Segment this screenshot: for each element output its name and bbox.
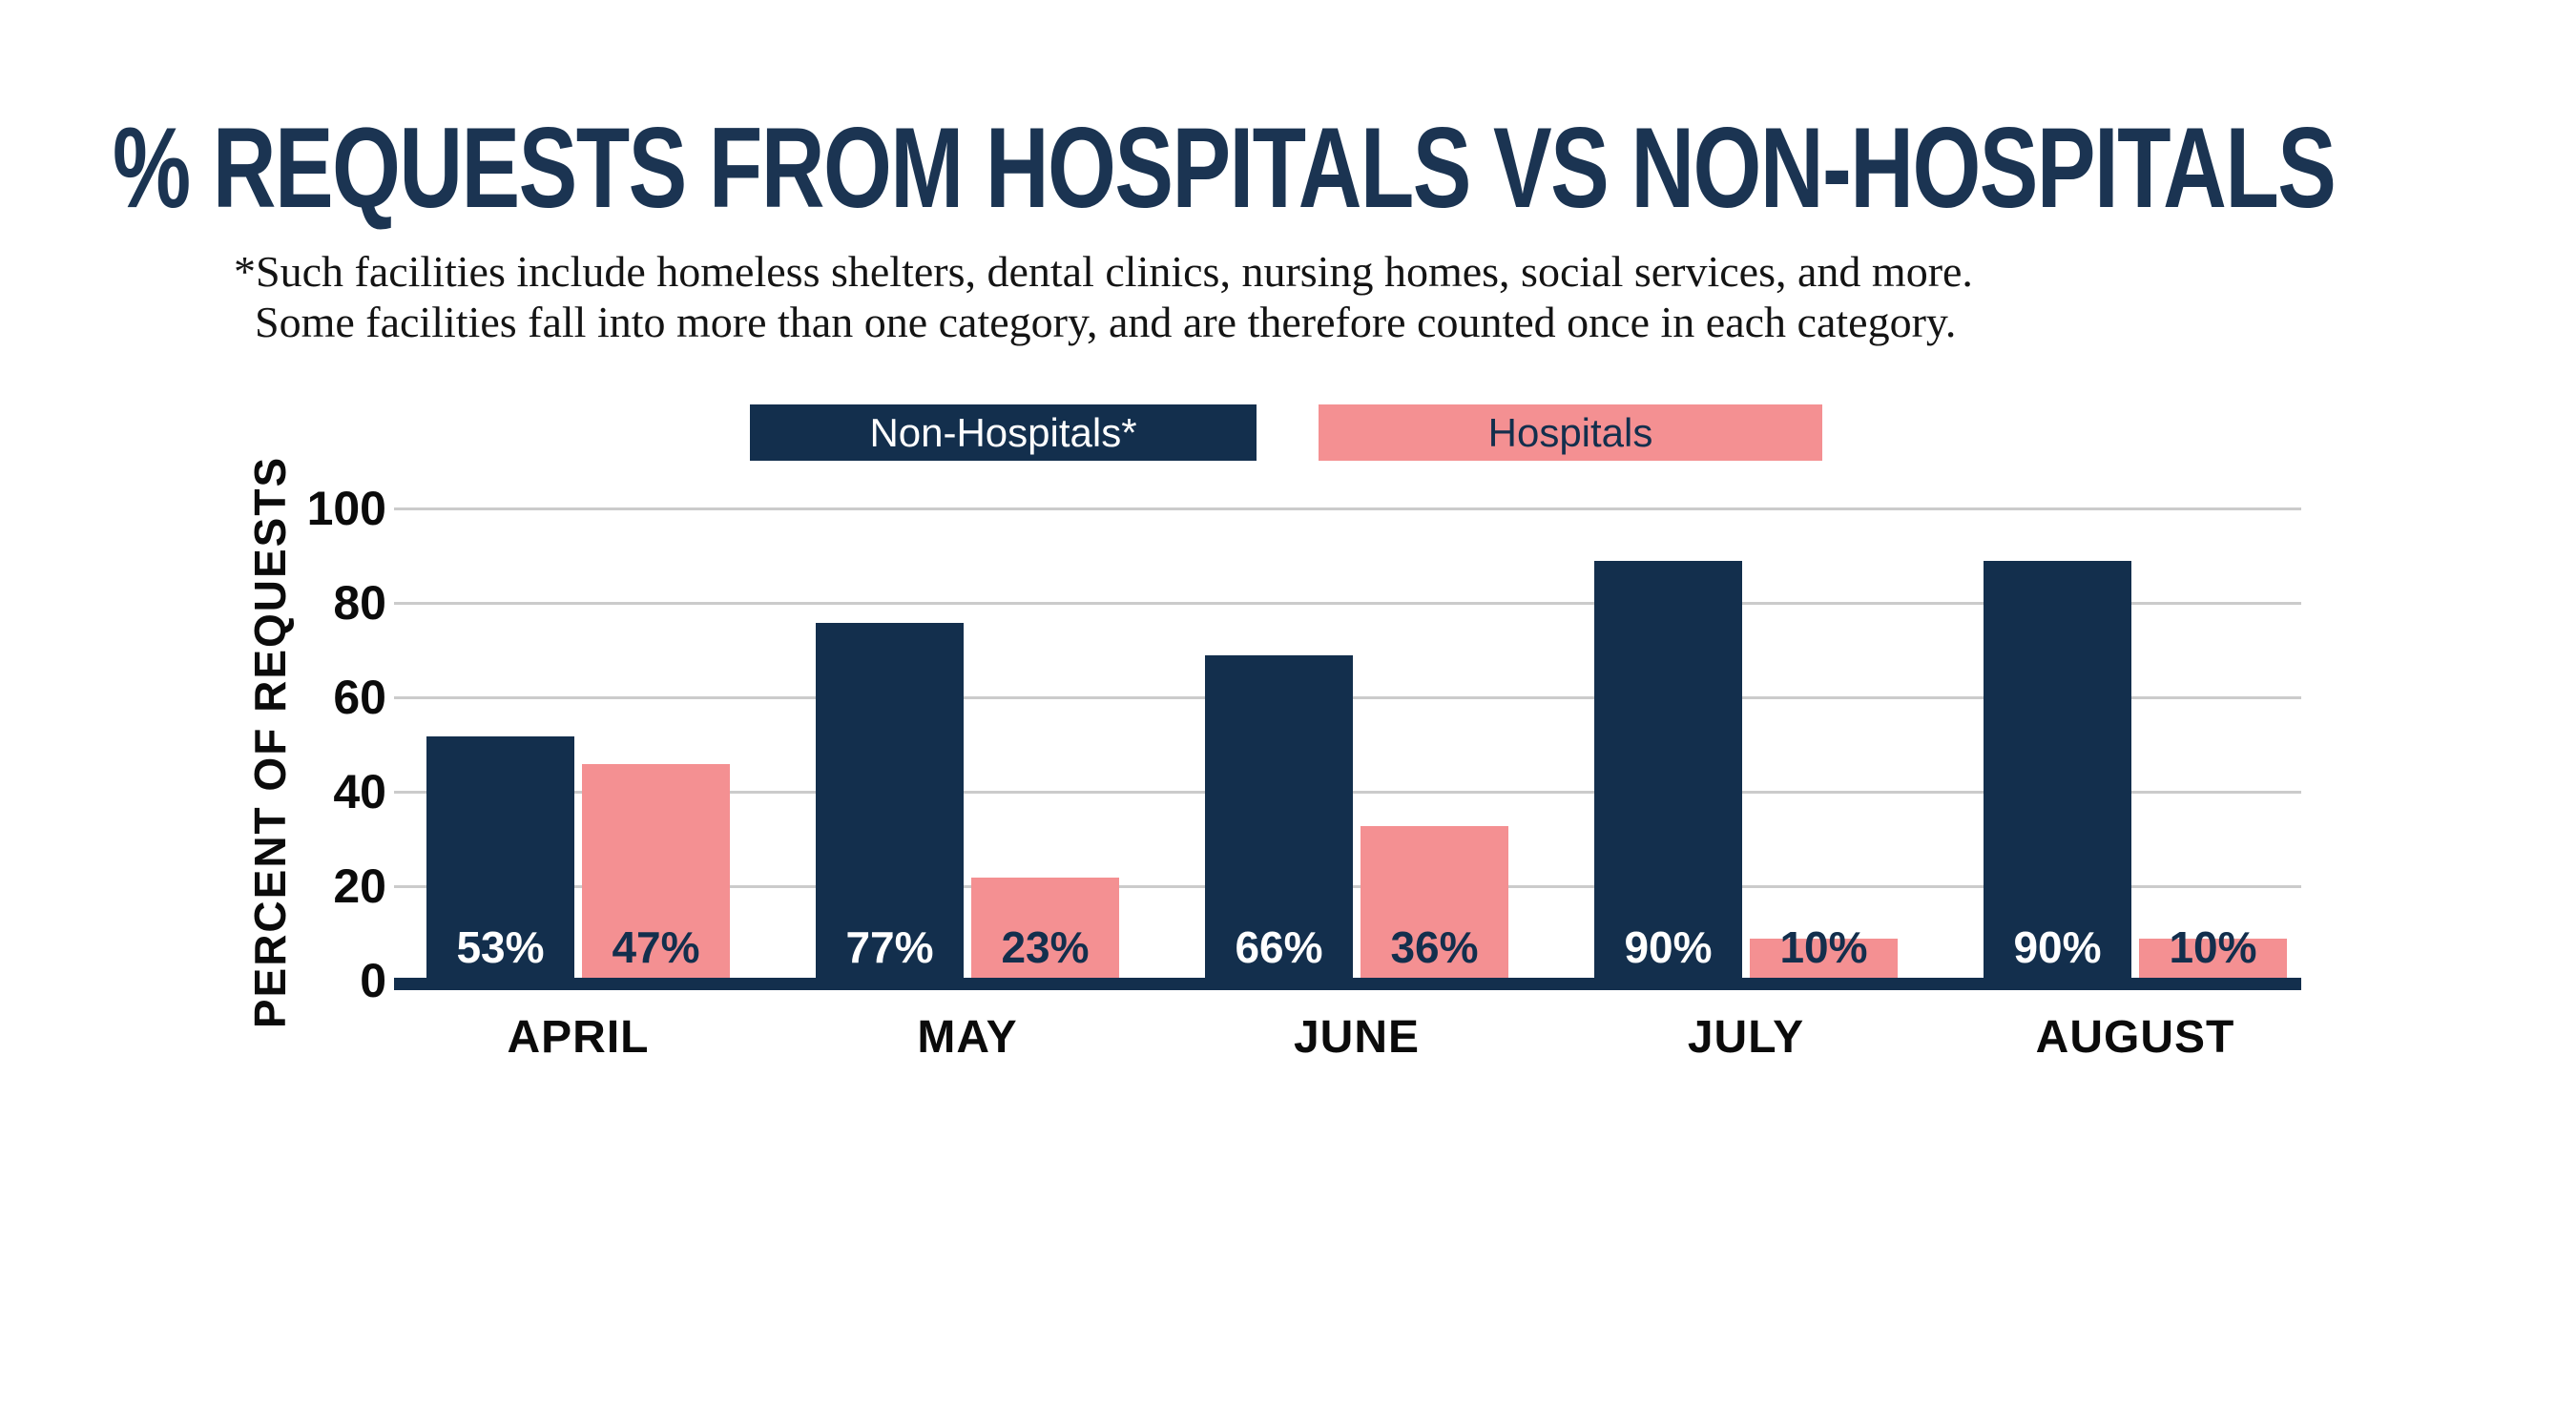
x-axis-label-june: JUNE bbox=[1293, 1012, 1421, 1063]
bar-non-hospitals-august bbox=[1984, 561, 2131, 986]
y-tick-label-0: 0 bbox=[360, 954, 386, 1007]
legend-item-non-hospitals: Non-Hospitals* bbox=[750, 404, 1257, 461]
chart-title: % REQUESTS FROM HOSPITALS VS NON-HOSPITALS bbox=[113, 104, 2336, 232]
bar-non-hospitals-june bbox=[1205, 655, 1353, 986]
bar-value-label: 77% bbox=[845, 922, 934, 972]
bar-value-label: 53% bbox=[456, 922, 545, 972]
footnote-line-2: Some facilities fall into more than one category, and are therefore counted once in each category. bbox=[255, 298, 1957, 346]
gridline-100 bbox=[394, 507, 2301, 510]
bar-value-label: 23% bbox=[1001, 922, 1090, 972]
y-axis-title: PERCENT OF REQUESTS bbox=[245, 455, 295, 1029]
bar-value-label: 66% bbox=[1235, 922, 1323, 972]
bar-non-hospitals-may bbox=[816, 623, 964, 986]
y-tick-label-80: 80 bbox=[333, 576, 386, 630]
y-tick-label-40: 40 bbox=[333, 765, 386, 818]
bar-value-label: 36% bbox=[1390, 922, 1479, 972]
chart-footnote bbox=[234, 246, 1973, 347]
bar-value-label: 90% bbox=[2013, 922, 2102, 972]
bar-hospitals-june bbox=[1361, 826, 1508, 986]
y-tick-label-60: 60 bbox=[333, 671, 386, 724]
bar-value-label: 10% bbox=[2169, 922, 2257, 972]
legend-item-hospitals: Hospitals bbox=[1319, 404, 1822, 461]
footnote-line-1: *Such facilities include homeless shelters, dental clinics, nursing homes, social services, and more. bbox=[234, 247, 1973, 296]
x-axis-label-may: MAY bbox=[917, 1012, 1018, 1063]
x-axis-line bbox=[394, 978, 2301, 990]
bar-value-label: 47% bbox=[612, 922, 700, 972]
x-axis-label-august: AUGUST bbox=[2035, 1012, 2235, 1063]
bar-hospitals-april bbox=[582, 764, 730, 986]
bar-value-label: 90% bbox=[1624, 922, 1713, 972]
bar-non-hospitals-april bbox=[426, 736, 574, 986]
y-tick-label-100: 100 bbox=[306, 482, 386, 535]
x-axis-label-july: JULY bbox=[1687, 1012, 1805, 1063]
bar-hospitals-may bbox=[971, 878, 1119, 986]
bar-value-label: 10% bbox=[1779, 922, 1868, 972]
x-axis-label-april: APRIL bbox=[507, 1012, 650, 1063]
y-tick-label-20: 20 bbox=[333, 859, 386, 913]
bar-non-hospitals-july bbox=[1594, 561, 1742, 986]
